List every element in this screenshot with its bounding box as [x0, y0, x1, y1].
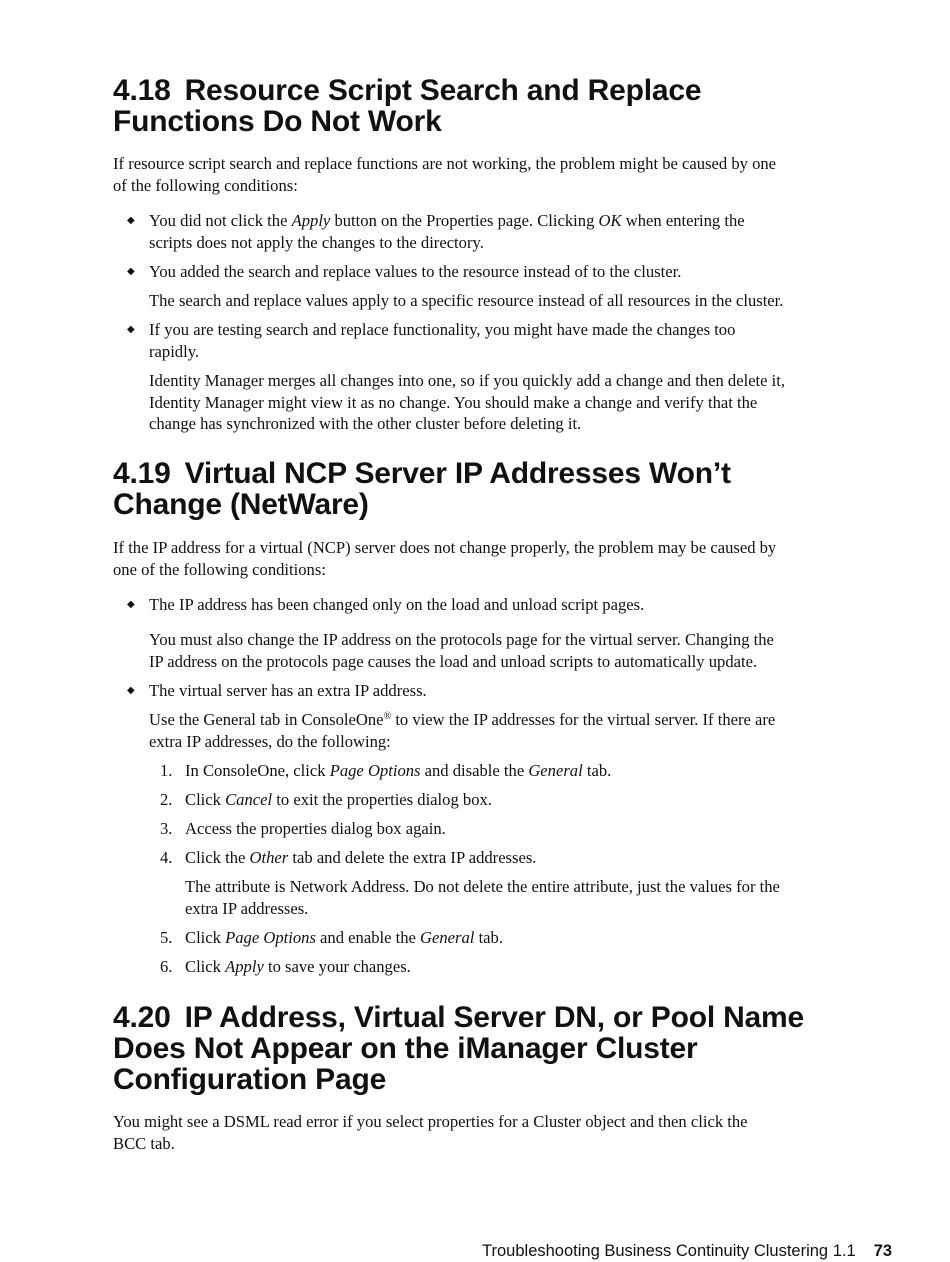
section-number: 4.18	[113, 74, 171, 107]
step-note: The attribute is Network Address. Do not delete the entire attribute, just the values for the extra IP addresses.	[185, 877, 780, 918]
step-item: In ConsoleOne, click Page Options and disable the General tab.	[185, 761, 612, 780]
page-number: 73	[873, 1242, 892, 1260]
step-item: Click the Other tab and delete the extra IP addresses.	[185, 848, 537, 867]
section-heading-4-20	[113, 1002, 853, 1095]
bullet-item: The virtual server has an extra IP address.	[149, 681, 427, 700]
bullet-note: You must also change the IP address on the protocols page for the virtual server. Changing the IP address on the protocols page causes the load and unload scripts to automatically update.	[149, 630, 774, 671]
section-intro: If the IP address for a virtual (NCP) server does not change properly, the problem may be caused by one of the following conditions:	[113, 538, 777, 579]
section-title-line: Configuration Page	[113, 1063, 387, 1096]
section-title-line: IP Address, Virtual Server DN, or Pool Name	[184, 1001, 805, 1034]
bullet-item: You added the search and replace values to the resource instead of to the cluster.	[149, 262, 682, 281]
bullet-icon: ◆	[127, 324, 135, 335]
bullet-icon: ◆	[127, 215, 135, 226]
bullet-item: The IP address has been changed only on the load and unload script pages.	[149, 595, 645, 614]
section-title-line: Change (NetWare)	[113, 488, 369, 521]
step-number: 5.	[160, 928, 173, 947]
section-heading-4-19	[113, 458, 853, 520]
bullet-icon: ◆	[127, 266, 135, 277]
section-title-line: Does Not Appear on the iManager Cluster	[113, 1032, 698, 1065]
bullet-icon: ◆	[127, 685, 135, 696]
bullet-item: If you are testing search and replace functionality, you might have made the changes too rapidly.	[149, 320, 736, 361]
step-number: 6.	[160, 957, 173, 976]
bullet-note: The search and replace values apply to a specific resource instead of all resources in the cluster.	[149, 291, 784, 310]
step-number: 2.	[160, 790, 173, 809]
step-item: Click Cancel to exit the properties dialog box.	[185, 790, 492, 809]
bullet-icon: ◆	[127, 599, 135, 610]
section-intro: If resource script search and replace functions are not working, the problem might be caused by one of the following conditions:	[113, 154, 777, 195]
footer-title: Troubleshooting Business Continuity Clustering 1.1	[482, 1242, 856, 1260]
bullet-note: Use the General tab in ConsoleOne® to view the IP addresses for the virtual server. If there are extra IP addresses, do the following:	[149, 710, 776, 751]
step-item: Click Apply to save your changes.	[185, 957, 411, 976]
registered-mark: ®	[383, 711, 392, 722]
section-number: 4.19	[113, 457, 171, 490]
page-footer	[482, 1241, 892, 1261]
section-heading-4-18	[113, 75, 853, 137]
step-number: 4.	[160, 848, 173, 867]
step-number: 3.	[160, 819, 173, 838]
section-title-line: Resource Script Search and Replace	[184, 74, 702, 107]
step-number: 1.	[160, 761, 173, 780]
bullet-note: Identity Manager merges all changes into one, so if you quickly add a change and then delete it, Identity Manager might view it as no change. You should make a change and verify that the change has synchronized with the other cluster before deleting it.	[149, 371, 786, 433]
section-intro: You might see a DSML read error if you select properties for a Cluster object and then click the BCC tab.	[113, 1112, 748, 1153]
section-title-line: Functions Do Not Work	[113, 105, 442, 138]
bullet-item: You did not click the Apply button on the Properties page. Clicking OK when entering the scripts does not apply the changes to the directory.	[149, 211, 745, 252]
section-title-line: Virtual NCP Server IP Addresses Won’t	[184, 457, 731, 490]
step-item: Access the properties dialog box again.	[185, 819, 446, 838]
section-number: 4.20	[113, 1001, 171, 1034]
step-item: Click Page Options and enable the General tab.	[185, 928, 503, 947]
